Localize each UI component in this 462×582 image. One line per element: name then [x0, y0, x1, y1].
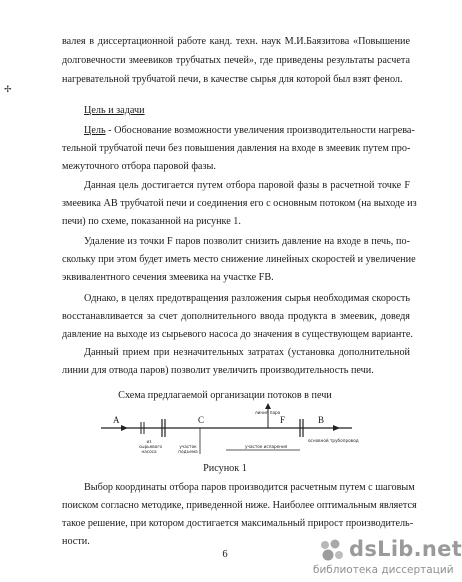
- para6-line-1: Выбор координаты отбора паров производится расчетным путем с шаговым: [84, 482, 415, 493]
- para2-line-3: печи) по схеме, показанной на рисунке 1.: [62, 216, 241, 227]
- pump-label: из сырьевого насоса: [139, 439, 163, 454]
- intro-line-2: долговечности змеевиков трубчатых печей», где приведены результаты расчета: [62, 55, 410, 66]
- para3-line-2: скольку при этом будет иметь место снижение линейных скоростей и увеличение: [62, 254, 416, 265]
- intro-line-1: валея в диссертационной работе канд. техн. наук М.И.Баязитова «Повышение: [62, 36, 410, 47]
- para2-line-1: Данная цель достигается путем отбора паровой фазы в расчетной точке F: [84, 180, 410, 191]
- outlet-arrow: [333, 425, 340, 431]
- para5-line-1: Данный прием при незначительных затратах (установка дополнительной: [84, 347, 410, 358]
- para4-line-2: восстанавливается за счет дополнительного ввода продукта в змеевик, доведя: [62, 311, 410, 322]
- margin-mark: ✢: [4, 84, 12, 94]
- main-pipe-label: основной трубопровод: [308, 438, 359, 443]
- para4-line-3: давление на выходе из сырьевого насоса до значения в существующем варианте.: [62, 329, 413, 340]
- para6-line-2: поиском согласно методике, приведенной ниже. Наиболее оптимальным является: [62, 500, 417, 511]
- goal-line-1-text: - Обоснование возможности увеличения производительности нагрева-: [105, 125, 415, 136]
- para3-line-1: Удаление из точки F паров позволит снизить давление на входе в печь, по-: [84, 236, 410, 247]
- library-logo-icon: [319, 539, 345, 563]
- para2-line-2: змеевика АВ трубчатой печи и соединения его с основным потоком (на выходе из: [62, 198, 417, 209]
- intro-line-3: нагревательной трубчатой печи, в качестве сырья для которой был взят фенол.: [62, 74, 403, 85]
- rise-section-label: участок подъема: [178, 444, 198, 454]
- para6-line-4: ности.: [62, 536, 90, 547]
- point-b-label: B: [318, 415, 325, 425]
- goal-line-3: межуточного отбора паровой фазы.: [62, 161, 216, 172]
- evaporation-section-label: участок испарения: [245, 444, 288, 449]
- figure-caption: Рисунок 1: [203, 463, 247, 474]
- steam-line-label: линия пара: [255, 410, 281, 415]
- page-number: 6: [222, 549, 228, 560]
- point-a-label: A: [113, 415, 120, 425]
- steam-arrow: [265, 403, 271, 409]
- figure-title: Схема предлагаемой организации потоков в печи: [118, 390, 332, 401]
- watermark: [311, 537, 462, 577]
- watermark-title: dsLib.net: [349, 537, 462, 561]
- point-f-label: F: [280, 415, 286, 425]
- para5-line-2: линии для отвода паров) позволит увеличить производительность печи.: [62, 365, 374, 376]
- para6-line-3: такое решение, при котором достигается максимальный прирост производитель-: [62, 518, 414, 529]
- watermark-subtitle: библиотека диссертаций: [313, 564, 454, 576]
- inlet-arrow: [121, 425, 128, 431]
- para3-line-3: эквивалентного сечения змеевика на участке FB.: [62, 272, 274, 283]
- goal-label: Цель: [84, 125, 106, 136]
- point-c-label: C: [198, 415, 205, 425]
- para4-line-1: Однако, в целях предотвращения разложения сырья необходимая скорость: [84, 293, 410, 304]
- section-heading: Цель и задачи: [84, 105, 145, 116]
- goal-line-2: тельной трубчатой печи без повышения давления на входе в змеевик путем про-: [62, 143, 411, 154]
